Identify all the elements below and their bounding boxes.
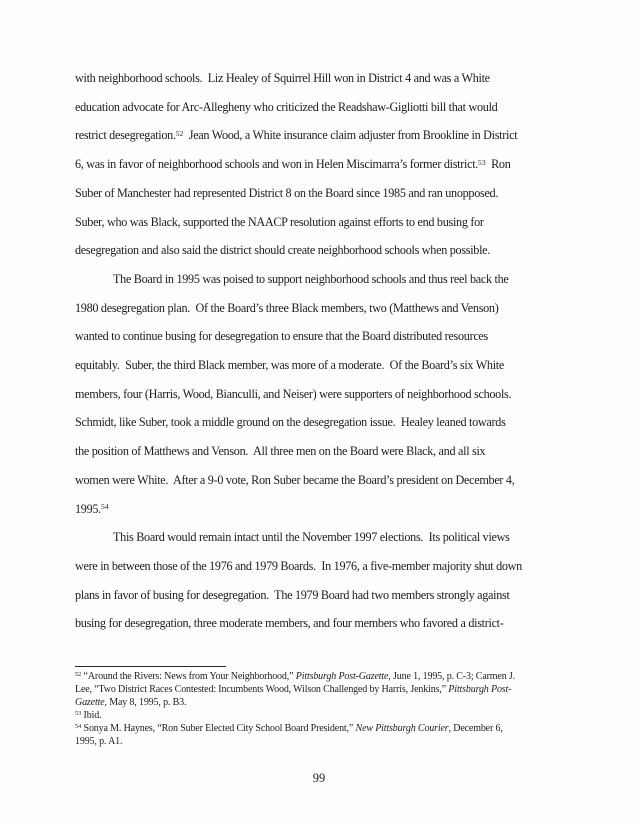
text-line <box>75 408 569 437</box>
text-run: Schmidt, like Suber, took a middle ground on the desegregation issue. Healey leaned towards <box>75 415 506 430</box>
text-run: Jean Wood, a White insurance claim adjuster from Brookline in District <box>183 128 518 143</box>
text-run: desegregation and also said the district should create neighborhood schools when possible. <box>75 243 491 258</box>
text-run: This Board would remain intact until the November 1997 elections. Its political views <box>113 530 510 545</box>
footnote-ref: 54 <box>100 502 109 512</box>
text-run: 1995. <box>75 501 101 516</box>
body-text <box>75 64 569 638</box>
text-line <box>75 208 569 237</box>
text-line <box>75 121 569 150</box>
text-line <box>75 179 569 208</box>
text-run: wanted to continue busing for desegregation to ensure that the Board distributed resources <box>75 329 488 344</box>
footnote-ref: 52 <box>75 671 82 679</box>
text-run: Suber, who was Black, supported the NAACP resolution against efforts to end busing for <box>75 214 484 229</box>
text-line <box>75 670 575 683</box>
text-line <box>75 265 569 294</box>
text-run: “Around the Rivers: News from Your Neighborhood,” <box>81 671 296 682</box>
text-run: with neighborhood schools. Liz Healey of Squirrel Hill won in District 4 and was a White <box>75 71 490 85</box>
text-line <box>75 495 569 524</box>
text-line <box>75 609 569 638</box>
text-run: were in between those of the 1976 and 1979 Boards. In 1976, a five-member majority shut down <box>75 558 522 573</box>
text-line <box>75 722 575 735</box>
text-line <box>75 150 569 179</box>
text-run: the position of Matthews and Venson. All three men on the Board were Black, and all six <box>75 444 486 459</box>
text-line <box>75 294 569 323</box>
text-line <box>75 322 569 351</box>
text-run: 1980 desegregation plan. Of the Board’s three Black members, two (Matthews and Venson) <box>75 300 499 315</box>
text-run: , June 1, 1995, p. C-3; Carmen J. <box>388 671 516 682</box>
text-line <box>75 466 569 495</box>
footnote-ref: 54 <box>75 723 82 731</box>
text-run: 1995, p. A1. <box>75 736 123 747</box>
text-line <box>75 523 569 552</box>
page-number: 99 <box>312 771 326 785</box>
italic-text: Pittsburgh Post- <box>448 684 512 695</box>
text-line <box>75 351 569 380</box>
italic-text: Gazette <box>75 697 105 708</box>
text-run: Sonya M. Haynes, “Ron Suber Elected City School Board President,” <box>81 723 356 734</box>
text-line <box>75 64 569 93</box>
text-line <box>75 236 569 265</box>
text-run: education advocate for Arc-Allegheny who criticized the Readshaw-Gigliotti bill that would <box>75 99 498 114</box>
text-line <box>75 380 569 409</box>
footnotes-text <box>75 670 575 748</box>
italic-text: New Pittsburgh Courier <box>355 723 449 734</box>
text-line <box>75 683 575 696</box>
text-run: , May 8, 1995, p. B3. <box>104 697 187 708</box>
footnote-separator <box>75 666 226 667</box>
text-line <box>75 437 569 466</box>
footnote-ref: 52 <box>175 129 184 139</box>
text-run: Ibid. <box>81 710 102 721</box>
footnote-ref: 53 <box>478 157 486 167</box>
text-run: The Board in 1995 was poised to support neighborhood schools and thus reel back the <box>113 271 509 286</box>
text-run: plans in favor of busing for desegregation. The 1979 Board had two members strongly against <box>75 587 510 602</box>
text-run: Lee, “Two District Races Contested: Incumbents Wood, Wilson Challenged by Harris, Jenkins,” <box>75 684 449 695</box>
text-run: restrict desegregation. <box>75 128 176 143</box>
italic-text: Pittsburgh Post-Gazette <box>295 671 389 682</box>
text-run: equitably. Suber, the third Black member, was more of a moderate. Of the Board’s six White <box>75 358 505 373</box>
text-run: members, four (Harris, Wood, Bianculli, and Neiser) were supporters of neighborhood schools. <box>75 386 512 401</box>
text-line <box>75 93 569 122</box>
text-run: women were White. After a 9-0 vote, Ron Suber became the Board’s president on December 4, <box>75 472 515 487</box>
text-run: 6, was in favor of neighborhood schools and won in Helen Miscimarra’s former district. <box>75 157 479 172</box>
text-run: Ron <box>485 157 511 172</box>
text-run: busing for desegregation, three moderate members, and four members who favored a district- <box>75 616 504 631</box>
footnote-ref: 53 <box>75 710 82 718</box>
text-run: Suber of Manchester had represented District 8 on the Board since 1985 and ran unopposed. <box>75 185 499 200</box>
text-line <box>75 735 575 748</box>
text-line <box>75 581 569 610</box>
text-line <box>75 696 575 709</box>
text-line <box>75 552 569 581</box>
text-line <box>75 709 575 722</box>
text-run: , December 6, <box>448 723 503 734</box>
